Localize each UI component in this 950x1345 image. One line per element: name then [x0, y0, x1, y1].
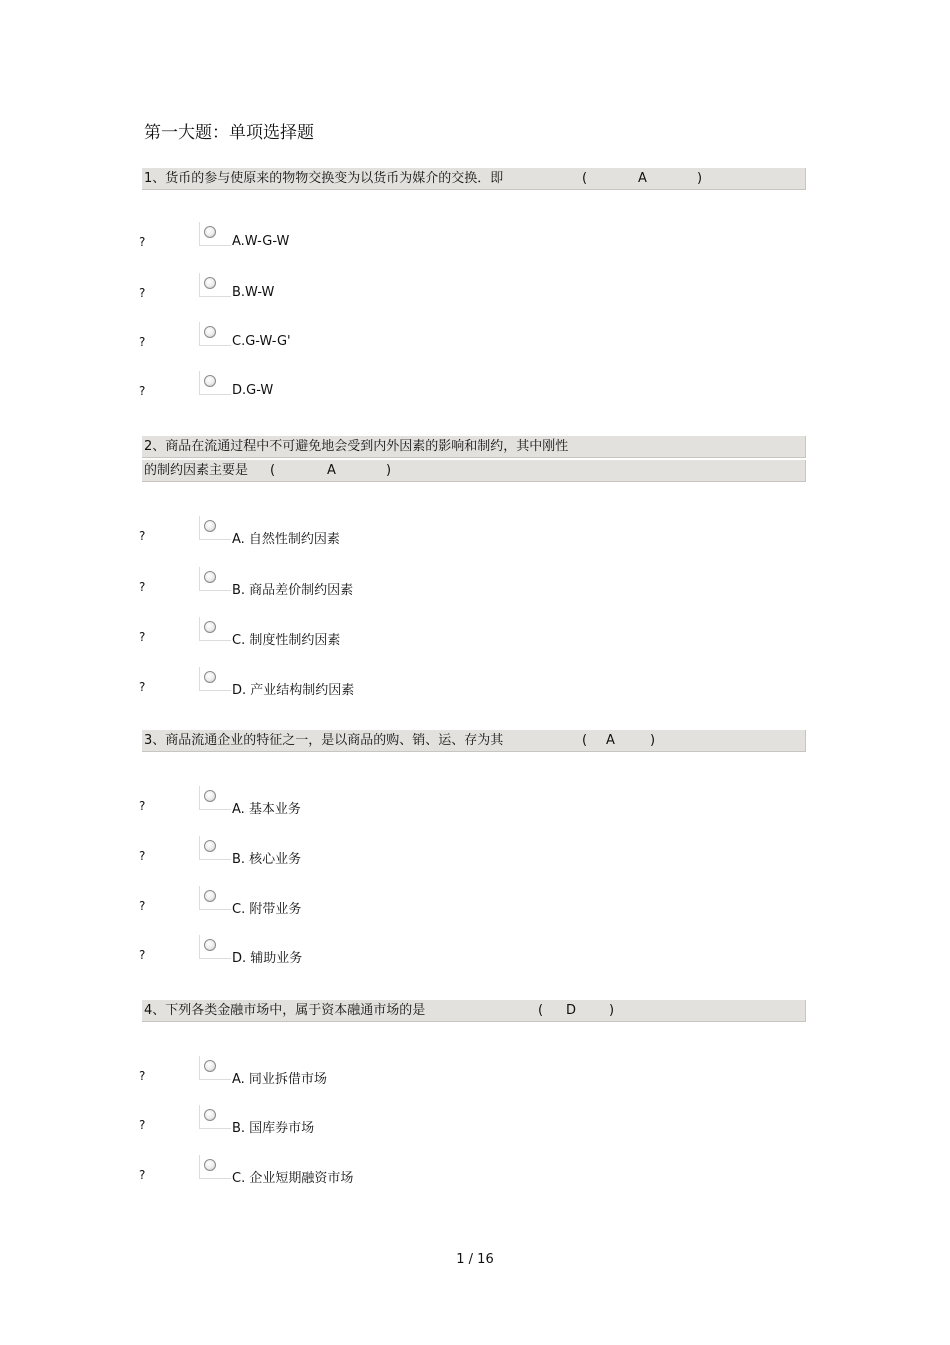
radio-button[interactable] [204, 226, 216, 238]
question-text: 2、商品在流通过程中不可避免地会受到内外因素的影响和制约，其中刚性 [144, 439, 569, 454]
option-row[interactable] [0, 667, 950, 697]
radio-button[interactable] [204, 1159, 216, 1171]
option-label: D. 产业结构制约因素 [232, 683, 355, 698]
answer-paren-close: ) [650, 733, 656, 748]
radio-button[interactable] [204, 326, 216, 338]
option-row[interactable] [0, 1155, 950, 1185]
answer-letter: A [638, 171, 647, 186]
answer-letter: A [327, 463, 336, 478]
radio-button[interactable] [204, 939, 216, 951]
bullet-marker: ? [139, 680, 146, 694]
bullet-marker: ? [139, 529, 146, 543]
radio-button[interactable] [204, 375, 216, 387]
option-label: A. 基本业务 [232, 802, 301, 817]
question-2-stem-line-2 [142, 460, 806, 482]
section-title: 第一大题：单项选择题 [144, 123, 314, 143]
answer-paren-open: ( [538, 1003, 544, 1018]
option-label: D.G-W [232, 383, 274, 398]
question-3-stem [142, 730, 806, 752]
option-row[interactable] [0, 935, 950, 965]
option-label: B.W-W [232, 285, 275, 300]
question-text: 的制约因素主要是 [144, 463, 249, 478]
option-label: B. 核心业务 [232, 852, 302, 867]
option-label: C. 企业短期融资市场 [232, 1171, 354, 1186]
question-2-stem-line-1 [142, 436, 806, 458]
question-text: 3、商品流通企业的特征之一，是以商品的购、销、运、存为其 [144, 733, 504, 748]
question-4-stem [142, 1000, 806, 1022]
option-row[interactable] [0, 836, 950, 866]
option-label: C.G-W-G' [232, 334, 291, 349]
radio-button[interactable] [204, 790, 216, 802]
option-label: C. 制度性制约因素 [232, 633, 341, 648]
answer-paren-open: ( [582, 171, 588, 186]
option-label: B. 商品差价制约因素 [232, 583, 354, 598]
radio-button[interactable] [204, 840, 216, 852]
bullet-marker: ? [139, 384, 146, 398]
option-label: B. 国库券市场 [232, 1121, 315, 1136]
option-row[interactable] [0, 322, 950, 352]
option-row[interactable] [0, 567, 950, 597]
bullet-marker: ? [139, 235, 146, 249]
bullet-marker: ? [139, 286, 146, 300]
option-row[interactable] [0, 1056, 950, 1086]
answer-letter: D [566, 1003, 577, 1018]
option-row[interactable] [0, 786, 950, 816]
option-row[interactable] [0, 1105, 950, 1135]
answer-paren-close: ) [386, 463, 392, 478]
radio-button[interactable] [204, 1109, 216, 1121]
bullet-marker: ? [139, 799, 146, 813]
radio-button[interactable] [204, 277, 216, 289]
bullet-marker: ? [139, 335, 146, 349]
answer-paren-open: ( [582, 733, 588, 748]
radio-button[interactable] [204, 520, 216, 532]
page-number: 1 / 16 [456, 1252, 494, 1267]
bullet-marker: ? [139, 1168, 146, 1182]
bullet-marker: ? [139, 849, 146, 863]
option-label: C. 附带业务 [232, 902, 302, 917]
option-label: D. 辅助业务 [232, 951, 303, 966]
option-row[interactable] [0, 222, 950, 252]
bullet-marker: ? [139, 1069, 146, 1083]
option-label: A. 同业拆借市场 [232, 1072, 327, 1087]
option-label: A.W-G-W [232, 234, 290, 249]
bullet-marker: ? [139, 948, 146, 962]
option-row[interactable] [0, 516, 950, 546]
answer-letter: A [606, 733, 615, 748]
answer-paren-close: ) [697, 171, 703, 186]
radio-button[interactable] [204, 571, 216, 583]
option-row[interactable] [0, 273, 950, 303]
bullet-marker: ? [139, 899, 146, 913]
bullet-marker: ? [139, 1118, 146, 1132]
option-row[interactable] [0, 617, 950, 647]
question-text: 1、货币的参与使原来的物物交换变为以货币为媒介的交换．即 [144, 171, 504, 186]
answer-paren-open: ( [270, 463, 276, 478]
radio-button[interactable] [204, 890, 216, 902]
radio-button[interactable] [204, 671, 216, 683]
option-row[interactable] [0, 886, 950, 916]
option-label: A. 自然性制约因素 [232, 532, 340, 547]
radio-button[interactable] [204, 1060, 216, 1072]
bullet-marker: ? [139, 580, 146, 594]
answer-paren-close: ) [609, 1003, 615, 1018]
radio-button[interactable] [204, 621, 216, 633]
question-text: 4、下列各类金融市场中，属于资本融通市场的是 [144, 1003, 426, 1018]
question-1-stem [142, 168, 806, 190]
option-row[interactable] [0, 371, 950, 401]
bullet-marker: ? [139, 630, 146, 644]
